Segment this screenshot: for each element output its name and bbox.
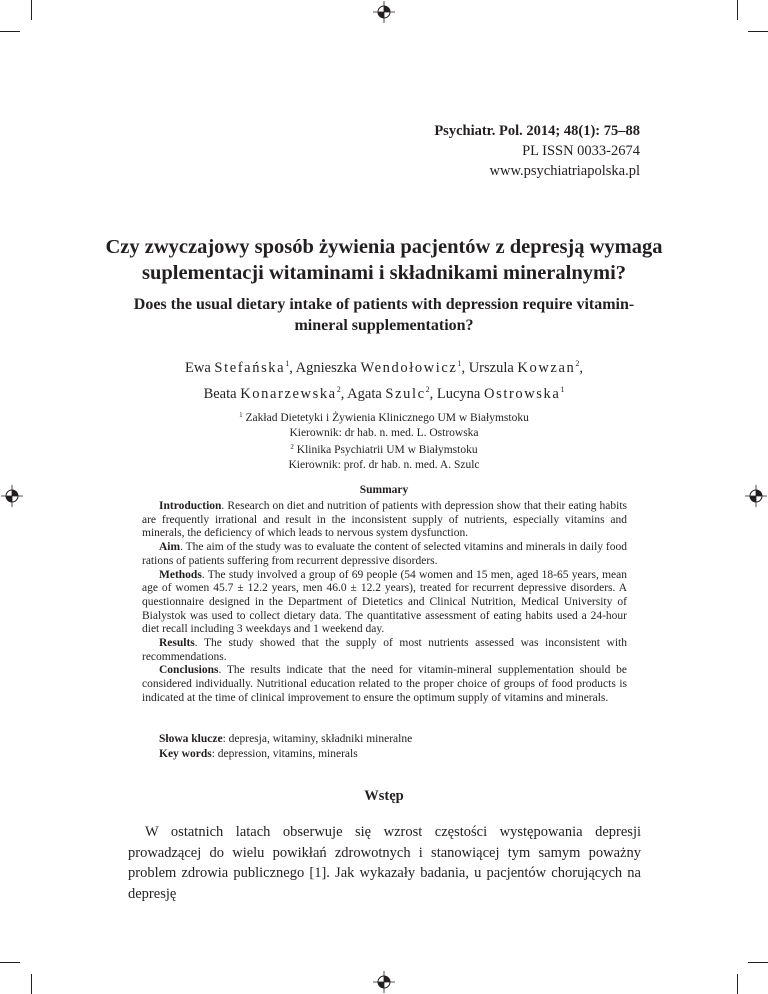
affiliation-head: Kierownik: dr hab. n. med. L. Ostrowska — [289, 426, 479, 439]
journal-website: www.psychiatriapolska.pl — [489, 163, 640, 179]
affiliation-name: $^2$ Klinika Psychiatrii UM w Białymstoku — [290, 443, 478, 456]
summary-introduction: Introduction. Research on diet and nutrition of patients with depression show that their eating habits are frequently irrational and result in the inconsistent supply of nutrients, especially vitamins and minerals, the deficiency of which leads to nervous system dysfunction. — [142, 500, 627, 540]
journal-issn: PL ISSN 0033-2674 — [522, 143, 640, 159]
keywords-polish: Słowa klucze: depresja, witaminy, składniki mineralne — [159, 733, 413, 745]
crop-mark-bottom-right-v — [737, 974, 738, 994]
journal-header — [434, 121, 640, 181]
summary-methods: Methods. The study involved a group of 69 people (54 women and 15 men, aged 18-65 years, mean age of women 45.7 ± 12.2 years, men 46.0 ± 12.2 years), treated for recurrent depressive disorders. A questionnaire designed in the Department of Dietetics and Clinical Nutrition, Medical University of Bialystok was used to collect dietary data. The quantitative assessment of eating habits used a 24-hour diet recall including 3 weekdays and 1 weekend day. — [142, 568, 627, 636]
section-heading-introduction: Wstęp — [364, 788, 404, 804]
body-paragraph: W ostatnich latach obserwuje się wzrost częstości występowania depresji prowadzącej do wielu powikłań zdrowotnych i stanowiącej tym samym poważny problem zdrowia publicznego [1]. Jak wykazały badania, u pacjentów chorujących na depresję — [128, 824, 641, 902]
journal-citation: Psychiatr. Pol. 2014; 48(1): 75–88 — [434, 123, 640, 139]
summary-abstract — [142, 500, 627, 706]
affiliation-head: Kierownik: prof. dr hab. n. med. A. Szulc — [288, 458, 480, 471]
author-list — [90, 353, 678, 405]
author: Urszula Kowzan$^2$, — [468, 359, 583, 376]
keywords — [159, 732, 412, 761]
crop-mark-bottom-left-v — [31, 974, 32, 994]
summary-results: Results. The study showed that the supply of most nutrients assessed was inconsistent with recommendations. — [142, 637, 627, 663]
crop-mark-top-right-h — [748, 31, 768, 32]
crop-mark-top-left-v — [31, 0, 32, 20]
affiliation-name: $^1$ Zakład Dietetyki i Żywienia Klinicznego UM w Białymstoku — [239, 411, 529, 424]
article-title-english: Does the usual dietary intake of patients with depression require vitamin-mineral supplementation? — [133, 296, 635, 334]
registration-mark-top — [373, 1, 395, 23]
crop-mark-top-right-v — [737, 0, 738, 20]
author: Lucyna Ostrowska$^1$ — [436, 385, 565, 402]
author: Ewa Stefańska$^1$, — [185, 359, 296, 376]
keywords-english: Key words: depression, vitamins, minerals — [159, 747, 358, 760]
affiliations — [120, 408, 648, 472]
article-title-polish: Czy zwyczajowy sposób żywienia pacjentów z depresją wymaga suplementacji witaminami i składnikami mineralnymi? — [105, 236, 663, 284]
registration-mark-bottom — [373, 971, 395, 993]
summary-aim: Aim. The aim of the study was to evaluate the content of selected vitamins and minerals in daily food rations of patients suffering from recurrent depressive disorders. — [142, 541, 627, 567]
author: Agata Szulc$^2$, — [347, 385, 437, 402]
crop-mark-top-left-h — [0, 31, 20, 32]
crop-mark-bottom-left-h — [0, 962, 20, 963]
summary-heading: Summary — [359, 484, 409, 496]
author: Agnieszka Wendołowicz$^1$, — [295, 359, 469, 376]
author: Beata Konarzewska$^2$, — [203, 385, 348, 402]
summary-conclusions: Conclusions. The results indicate that the need for vitamin-mineral supplementation should be considered individually. Nutritional education related to the proper choice of groups of food products is indicated at the time of clinical improvement to ensure the optimum supply of vitamins and minerals. — [142, 664, 627, 704]
crop-mark-bottom-right-h — [748, 962, 768, 963]
